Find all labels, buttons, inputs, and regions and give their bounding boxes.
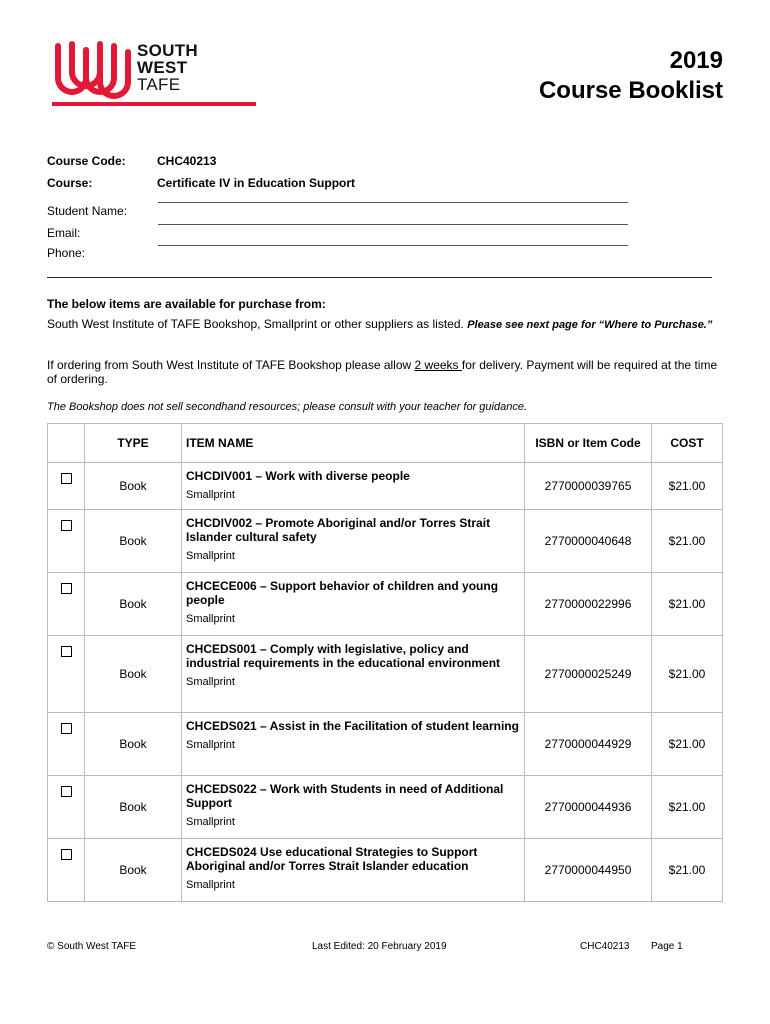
checkbox[interactable] <box>61 849 72 860</box>
ordering-note <box>47 358 722 386</box>
row-cost: $21.00 <box>652 636 723 713</box>
row-type: Book <box>85 510 182 573</box>
row-checkbox-cell <box>48 713 85 776</box>
row-item-name: CHCEDS022 – Work with Students in need of Additional Support <box>186 782 504 810</box>
checkbox[interactable] <box>61 786 72 797</box>
email-field[interactable] <box>158 224 628 225</box>
ordering-text-a: If ordering from South West Institute of TAFE Bookshop please allow <box>47 358 415 372</box>
header-checkbox-col <box>48 424 85 463</box>
footer-last-edited: Last Edited: 20 February 2019 <box>312 941 447 952</box>
row-checkbox-cell <box>48 776 85 839</box>
row-supplier: Smallprint <box>186 676 235 688</box>
row-item-name: CHCDIV001 – Work with diverse people <box>186 469 410 483</box>
row-type: Book <box>85 776 182 839</box>
purchase-suppliers <box>47 317 722 332</box>
row-cost: $21.00 <box>652 839 723 902</box>
student-name-label: Student Name: <box>47 204 128 218</box>
header-isbn: ISBN or Item Code <box>525 424 652 463</box>
row-cost: $21.00 <box>652 463 723 510</box>
header-cost: COST <box>652 424 723 463</box>
page-title <box>539 46 723 106</box>
course-value: Certificate IV in Education Support <box>157 176 356 190</box>
logo-line-west: WEST <box>137 58 188 77</box>
header-type: TYPE <box>85 424 182 463</box>
row-item-cell <box>182 573 525 636</box>
row-cost: $21.00 <box>652 573 723 636</box>
purchase-heading: The below items are available for purchase from: <box>47 297 326 311</box>
logo-underline <box>52 102 256 106</box>
ordering-text-weeks: 2 weeks <box>414 358 462 372</box>
row-cost: $21.00 <box>652 776 723 839</box>
row-checkbox-cell <box>48 573 85 636</box>
row-checkbox-cell <box>48 636 85 713</box>
course-code-value: CHC40213 <box>157 154 217 168</box>
course-label: Course: <box>47 176 93 190</box>
row-isbn: 2770000025249 <box>525 636 652 713</box>
table-row <box>48 776 723 839</box>
row-isbn: 2770000044929 <box>525 713 652 776</box>
ordering-text-c: for delivery. Payment will be required at the time of ordering. <box>47 358 718 386</box>
row-supplier: Smallprint <box>186 489 235 501</box>
phone-field[interactable] <box>158 245 628 246</box>
row-checkbox-cell <box>48 839 85 902</box>
checkbox[interactable] <box>61 473 72 484</box>
row-item-name: CHCDIV002 – Promote Aboriginal and/or Torres Strait Islander cultural safety <box>186 516 491 544</box>
purchase-note: Please see next page for “Where to Purchase.” <box>467 319 713 331</box>
row-item-cell <box>182 463 525 510</box>
row-cost: $21.00 <box>652 510 723 573</box>
row-isbn: 2770000040648 <box>525 510 652 573</box>
row-item-name: CHCEDS001 – Comply with legislative, policy and industrial requirements in the educational environment <box>186 642 501 670</box>
row-type: Book <box>85 713 182 776</box>
row-item-name: CHCEDS024 Use educational Strategies to Support Aboriginal and/or Torres Strait Islander education <box>186 845 478 873</box>
row-item-cell <box>182 510 525 573</box>
phone-label: Phone: <box>47 246 86 260</box>
footer-course-code: CHC40213 <box>580 941 630 952</box>
divider <box>47 277 712 278</box>
student-name-field[interactable] <box>158 202 628 203</box>
row-cost: $21.00 <box>652 713 723 776</box>
row-item-cell <box>182 839 525 902</box>
checkbox[interactable] <box>61 520 72 531</box>
booklist-table <box>47 423 723 902</box>
row-item-name: CHCECE006 – Support behavior of children and young people <box>186 579 499 607</box>
footer-copyright: © South West TAFE <box>47 941 137 952</box>
table-row <box>48 636 723 713</box>
row-supplier: Smallprint <box>186 739 235 751</box>
row-type: Book <box>85 839 182 902</box>
row-supplier: Smallprint <box>186 879 235 891</box>
checkbox[interactable] <box>61 583 72 594</box>
course-code-label: Course Code: <box>47 154 126 168</box>
row-supplier: Smallprint <box>186 613 235 625</box>
secondhand-note: The Bookshop does not sell secondhand resources; please consult with your teacher for guidance. <box>47 401 528 413</box>
logo-line-tafe: TAFE <box>137 75 181 94</box>
row-isbn: 2770000022996 <box>525 573 652 636</box>
logo-line-south: SOUTH <box>137 41 198 60</box>
table-row <box>48 713 723 776</box>
table-row <box>48 839 723 902</box>
email-label: Email: <box>47 226 81 240</box>
table-row <box>48 573 723 636</box>
row-item-cell <box>182 636 525 713</box>
row-item-name: CHCEDS021 – Assist in the Facilitation of student learning <box>186 719 519 733</box>
row-isbn: 2770000044936 <box>525 776 652 839</box>
row-item-cell <box>182 713 525 776</box>
table-header-row <box>48 424 723 463</box>
row-type: Book <box>85 463 182 510</box>
row-supplier: Smallprint <box>186 816 235 828</box>
footer-page-number: Page 1 <box>651 941 683 952</box>
row-supplier: Smallprint <box>186 550 235 562</box>
row-type: Book <box>85 573 182 636</box>
title-heading: Course Booklist <box>538 77 723 104</box>
table-row <box>48 510 723 573</box>
row-type: Book <box>85 636 182 713</box>
checkbox[interactable] <box>61 646 72 657</box>
logo-text <box>137 42 198 93</box>
row-isbn: 2770000039765 <box>525 463 652 510</box>
title-year: 2019 <box>669 47 723 74</box>
row-isbn: 2770000044950 <box>525 839 652 902</box>
row-checkbox-cell <box>48 510 85 573</box>
table-row <box>48 463 723 510</box>
row-item-cell <box>182 776 525 839</box>
row-checkbox-cell <box>48 463 85 510</box>
purchase-suppliers-text: South West Institute of TAFE Bookshop, Smallprint or other suppliers as listed. <box>47 317 464 331</box>
header-item-name: ITEM NAME <box>182 424 525 463</box>
checkbox[interactable] <box>61 723 72 734</box>
